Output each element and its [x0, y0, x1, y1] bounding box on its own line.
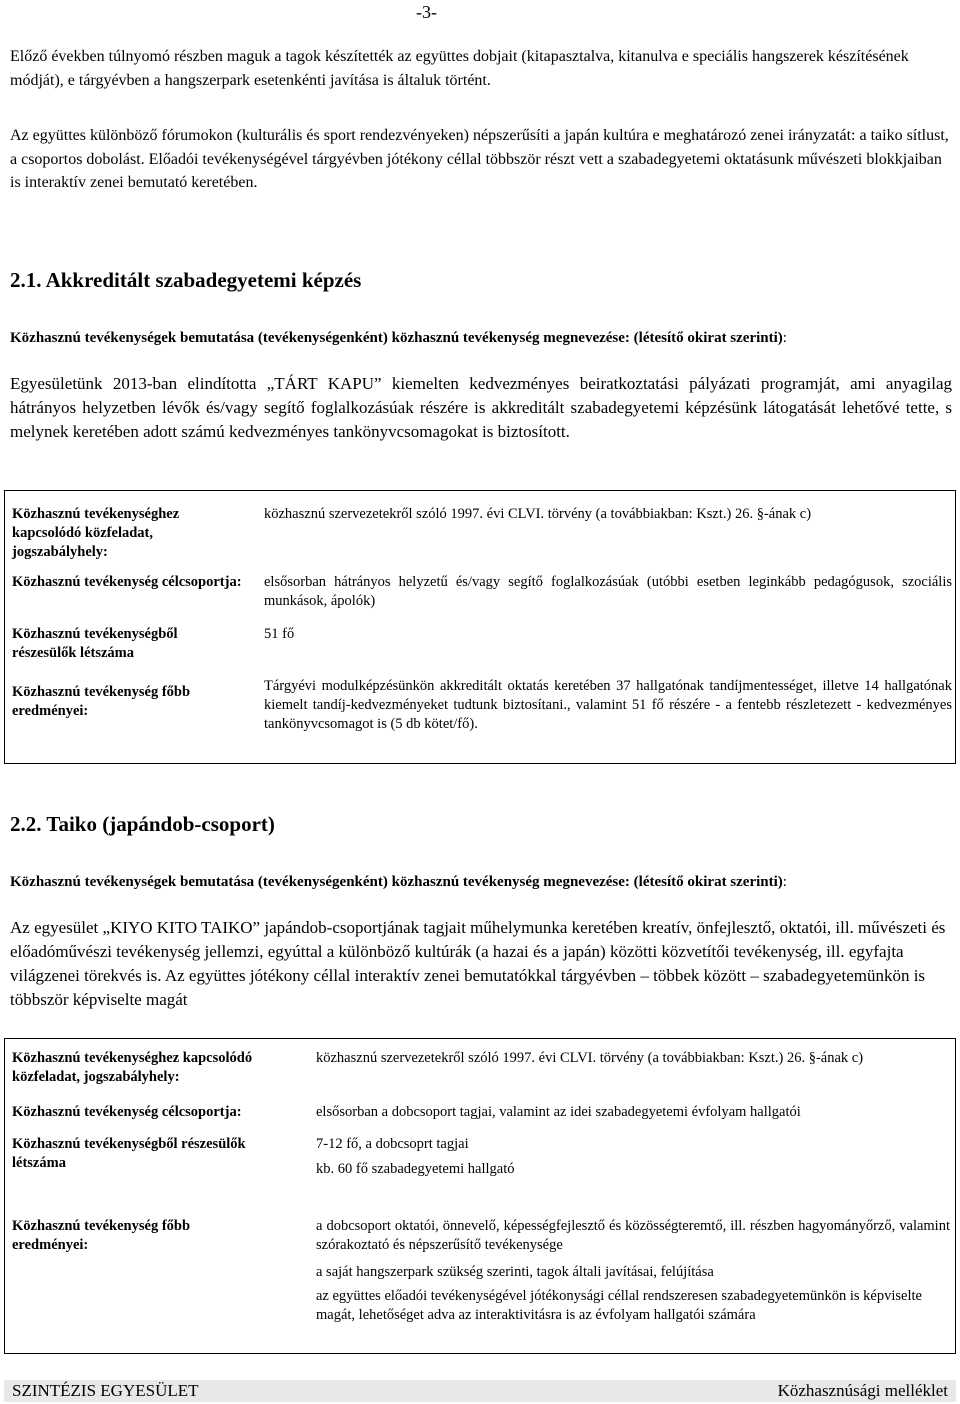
page-number: -3-: [416, 2, 437, 22]
s2-r2-label: Közhasznú tevékenység célcsoportja:: [12, 1104, 242, 1120]
s2-r1-label: Közhasznú tevékenységhez kapcsolódó közfeladat, jogszabályhely:: [12, 1050, 253, 1085]
section-2-label-colon: :: [782, 874, 787, 890]
section-2-table: [4, 1038, 956, 1354]
s1-r2-value: elsősorban hátrányos helyzetű és/vagy segítő foglalkozásúak (utóbbi esetben leginkább pedagógusok, szociális munkások, ápolók): [264, 574, 952, 609]
s2-r4-value-a: a dobcsoport oktatói, önnevelő, képességfejlesztő és közösségteremtő, ill. részben hagyományőrző, valamint szórakoztató és népszerűsítő tevékenysége: [316, 1218, 950, 1253]
intro-paragraph-1: Előző években túlnyomó részben maguk a tagok készítették az együttes dobjait (kitapasztalva, kitanulva e speciális hangszerek készítésének módját), e tárgyévben a hangszerpark esetenkénti javítása is általuk történt.: [10, 48, 909, 89]
section-2-label: [10, 874, 952, 891]
s2-r3-label: Közhasznú tevékenységből részesülők létszáma: [12, 1136, 246, 1171]
intro-paragraph-2: Az együttes különböző fórumokon (kulturális és sport rendezvényeken) népszerűsíti a japán kultúra e meghatározó zenei irányzatát: a taiko sítlust, a csoportos dobolást. Előadói tevékenységével tárgyévben jótékony céllal többször részt vett a szabadegyetemi oktatásunk művészeti blokkjaiban is interaktív zenei bemutató keretében.: [10, 127, 949, 191]
s2-r2-value: elsősorban a dobcsoport tagjai, valamint az idei szabadegyetemi évfolyam hallgatói: [316, 1104, 801, 1120]
s1-r3-label: Közhasznú tevékenységből részesülők létszáma: [12, 626, 178, 661]
s1-r2-label: Közhasznú tevékenység célcsoportja:: [12, 574, 242, 590]
section-1-label-colon: :: [782, 330, 787, 346]
page-footer: [4, 1380, 956, 1402]
section-1-table: [4, 490, 956, 764]
section-2-body: Az egyesület „KIYO KITO TAIKO” japándob-csoportjának tagjait műhelymunka keretében kreatív, önfejlesztő, oktatói, ill. művészeti és előadóművészi tevékenység jellemzi, egyúttal a különböző kultúrák (a hazai és a japán) közötti közvetítői tevékenység, ill. egyfajta világzenei törekvés is. Az együttes jótékony céllal interaktív zenei bemutatókkal tárgyévben – többek között – szabadegyetemünkön is többször képviselte magát: [10, 918, 946, 1009]
s2-r1-value: közhasznú szervezetekről szóló 1997. évi CLVI. törvény (a továbbiakban: Kszt.) 26. §-ának c): [316, 1050, 864, 1066]
section-2-label-text: Közhasznú tevékenységek bemutatása (tevékenységenként) közhasznú tevékenység megnevezése: (létesítő okirat szerinti): [10, 874, 783, 890]
s2-r3-value-b: kb. 60 fő szabadegyetemi hallgató: [316, 1161, 515, 1177]
s2-r4-value-b: a saját hangszerpark szükség szerinti, tagok általi javításai, felújítása: [316, 1264, 714, 1280]
s1-r3-value: 51 fő: [264, 626, 295, 642]
s1-r4-value: Tárgyévi modulképzésünkön akkreditált oktatás keretében 37 hallgatónak tandíjmentességet, illetve 14 hallgatónak kiemelt tandíj-kedvezményeket tudtunk biztosítani., valamint 51 fő részére - a fentebb részletezett - kedvezményes tankönyvcsomagot is (5 db kötet/fő).: [264, 678, 952, 732]
footer-organization: SZINTÉZIS EGYESÜLET: [12, 1381, 199, 1400]
s2-r3-value-a: 7-12 fő, a dobcsoprt tagjai: [316, 1136, 469, 1152]
section-1-label-text: Közhasznú tevékenységek bemutatása (tevékenységenként) közhasznú tevékenység megnevezése: (létesítő okirat szerinti): [10, 330, 783, 346]
s1-r1-label: Közhasznú tevékenységhez kapcsolódó közfeladat, jogszabályhely:: [12, 506, 180, 560]
section-1-body: Egyesületünk 2013-ban elindította „TÁRT KAPU” kiemelten kedvezményes beiratkoztatási pályázati programját, ami anyagilag hátrányos helyzetben lévők és/vagy segítő foglalkozásúak részére is akkreditált szabadegyetemi képzésünk látogatását lehetővé tette, s melynek keretében adott számú kedvezményes tankönyvcsomagokat is biztosított.: [10, 374, 952, 441]
section-heading-2-2: 2.2. Taiko (japándob-csoport): [10, 812, 275, 836]
s1-r1-value: közhasznú szervezetekről szóló 1997. évi CLVI. törvény (a továbbiakban: Kszt.) 26. §-ának c): [264, 506, 812, 522]
s2-r4-value-c: az együttes előadói tevékenységével jótékonysági céllal rendszeresen szabadegyetemünkön is képviselte magát, lehetőséget adva az interaktivitásra is az évfolyam hallgatói számára: [316, 1288, 922, 1323]
section-1-label: [10, 330, 952, 347]
s1-r4-label: Közhasznú tevékenység főbb eredményei:: [12, 684, 191, 719]
section-heading-2-1: 2.1. Akkreditált szabadegyetemi képzés: [10, 268, 362, 292]
s2-r4-label: Közhasznú tevékenység főbb eredményei:: [12, 1218, 191, 1253]
footer-document-title: Közhasznúsági melléklet: [777, 1381, 948, 1400]
